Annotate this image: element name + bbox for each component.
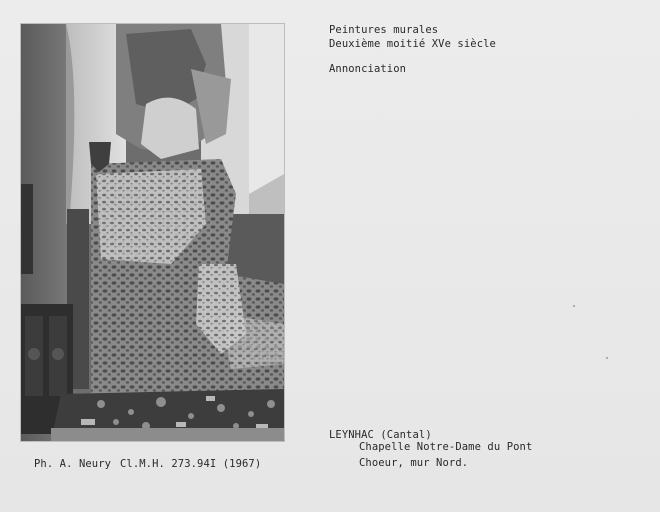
wall-painting-photograph xyxy=(20,23,285,442)
speck xyxy=(573,305,575,307)
artwork-title: Annonciation xyxy=(329,63,407,75)
place-label: LEYNHAC (Cantal) xyxy=(329,429,432,441)
building-label: Chapelle Notre-Dame du Pont xyxy=(359,441,533,453)
location-detail-label: Choeur, mur Nord. xyxy=(359,457,469,469)
subject-label: Peintures murales xyxy=(329,24,439,36)
photo-credit: Ph. A. Neury xyxy=(34,458,112,470)
speck xyxy=(606,357,608,359)
photo-reference: Cl.M.H. 273.94I (1967) xyxy=(120,458,262,470)
date-label: Deuxième moitié XVe siècle xyxy=(329,38,496,50)
